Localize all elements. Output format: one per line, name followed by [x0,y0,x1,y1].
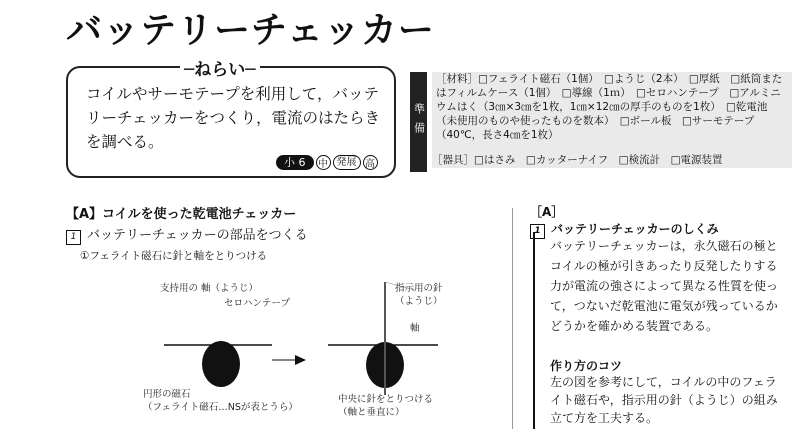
grade-small-badge [276,155,314,170]
mechanism-heading-text: バッテリーチェッカーのしくみ [551,222,719,236]
magnet-left [202,341,240,387]
caption-center: 中央に針をとりつける （軸と垂直に） [338,394,434,418]
prep-label: 準備 [410,72,427,172]
aim-label-text: ねらい [194,60,246,80]
grade-high-badge: 高 [363,155,378,170]
page-title: バッテリーチェッカー [66,10,435,51]
caption-needle: 指示用の針 （ようじ） [395,283,443,307]
aim-label: ─ねらい─ [180,55,260,80]
grade-small-label: 小 [284,156,295,169]
step-1-text: バッテリーチェッカーの部品をつくる [87,228,308,243]
section-a-title: 【A】コイルを使った乾電池チェッカー [66,207,297,222]
tools-list: ［器具］□はさみ □カッターナイフ □検流計 □電源装置 [432,154,723,166]
caption-magnet: 円形の磁石 （フェライト磁石…NSが表とうら） [143,389,298,413]
step-number-box: 1 [66,230,81,245]
tips-heading: 作り方のコツ [550,359,623,373]
right-rule [533,232,535,429]
grade-badges [276,155,378,170]
materials-list: ［材料］□フェライト磁石（1個） □ようじ（2本） □厚紙 □紙筒またはフィルムケース（1個） □導線（1ｍ） □セロハンテープ □アルミニウムはく（3㎝×3㎝を1枚，1㎝×12㎝の厚手のものを1枚） □乾電池（未使用のものや使ったものを数本） □ボール板 □サーモテープ（40℃，長さ4㎝を1枚） [432,72,792,168]
aim-text: コイルやサーモテープを利用して，バッテリーチェッカーをつくり，電流のはたらきを調べる。 [86,85,381,151]
caption-axis: 軸 [410,323,420,334]
mechanism-text: バッテリーチェッカーは，永久磁石の極とコイルの極が引きあったり反発したりする力が電流の強さによって異なる性質を使って，つないだ乾電池に電気が残っているかどうかを確かめる装置である。 [550,239,779,333]
tips-text: 左の図を参考にして，コイルの中のフェライト磁石や，指示用の針（ようじ）の組み立て方を工夫する。 [550,375,778,425]
caption-tape: セロハンテープ [224,298,291,309]
column-divider [512,208,513,429]
grade-num-label: 6 [298,156,306,169]
right-a-label: ［A］ [530,205,564,219]
mechanism-number-box: 1 [530,224,545,239]
caption-support-axis: 支持用の 軸（ようじ） [160,283,259,294]
step-1 [66,224,308,245]
step-1a: ①フェライト磁石に針と軸をとりつける [80,250,268,262]
grade-mid-badge: 中 [316,155,331,170]
grade-dev-badge: 発展 [333,155,361,170]
arrow-head [295,355,306,365]
